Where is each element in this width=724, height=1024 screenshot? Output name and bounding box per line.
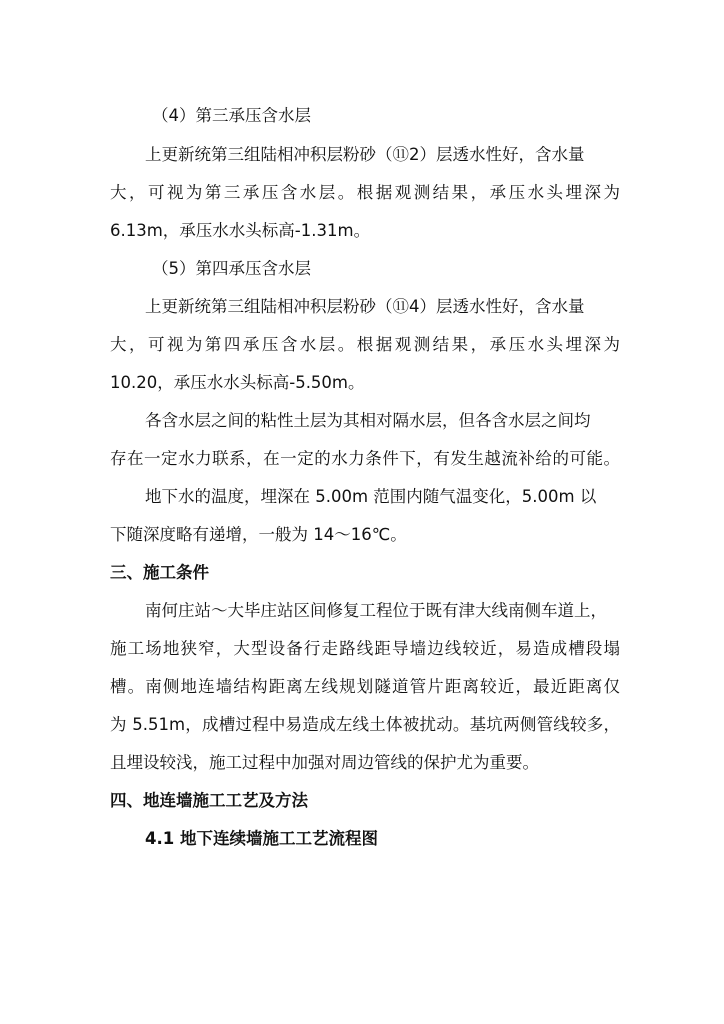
- paragraph-line: 大，可视为第四承压含水层。根据观测结果，承压水头埋深为: [110, 335, 620, 354]
- paragraph-line: 大，可视为第三承压含水层。根据观测结果，承压水头埋深为: [110, 183, 620, 202]
- subheading-third-aquifer: （4）第三承压含水层: [152, 106, 311, 125]
- section-heading-diaphragm-wall-process: 四、地连墙施工工艺及方法: [110, 791, 308, 810]
- paragraph-line: 上更新统第三组陆相冲积层粉砂（⑪4）层透水性好，含水量: [145, 297, 585, 316]
- paragraph-line: 槽。南侧地连墙结构距离左线规划隧道管片距离较近，最近距离仅: [110, 677, 620, 696]
- paragraph-line: 10.20，承压水水头标高-5.50m。: [110, 373, 365, 392]
- section-heading-construction-conditions: 三、施工条件: [110, 563, 209, 582]
- paragraph-line: 6.13m，承压水水头标高-1.31m。: [110, 221, 371, 240]
- paragraph-line: 为 5.51m，成槽过程中易造成左线土体被扰动。基坑两侧管线较多，: [110, 715, 620, 734]
- paragraph-line: 且埋设较浅，施工过程中加强对周边管线的保护尤为重要。: [110, 753, 539, 772]
- paragraph-line: 地下水的温度，埋深在 5.00m 范围内随气温变化，5.00m 以: [145, 487, 597, 506]
- paragraph-line: 存在一定水力联系，在一定的水力条件下，有发生越流补给的可能。: [110, 449, 620, 468]
- paragraph-line: 下随深度略有递增，一般为 14～16℃。: [110, 525, 407, 544]
- subsection-heading-flowchart: 4.1 地下连续墙施工工艺流程图: [145, 829, 378, 848]
- paragraph-line: 施工场地狭窄，大型设备行走路线距导墙边线较近，易造成槽段塌: [110, 639, 620, 658]
- paragraph-line: 南何庄站～大毕庄站区间修复工程位于既有津大线南侧车道上，: [145, 601, 607, 620]
- paragraph-line: 各含水层之间的粘性土层为其相对隔水层，但各含水层之间均: [145, 411, 591, 430]
- subheading-fourth-aquifer: （5）第四承压含水层: [152, 259, 311, 278]
- paragraph-line: 上更新统第三组陆相冲积层粉砂（⑪2）层透水性好，含水量: [145, 145, 585, 164]
